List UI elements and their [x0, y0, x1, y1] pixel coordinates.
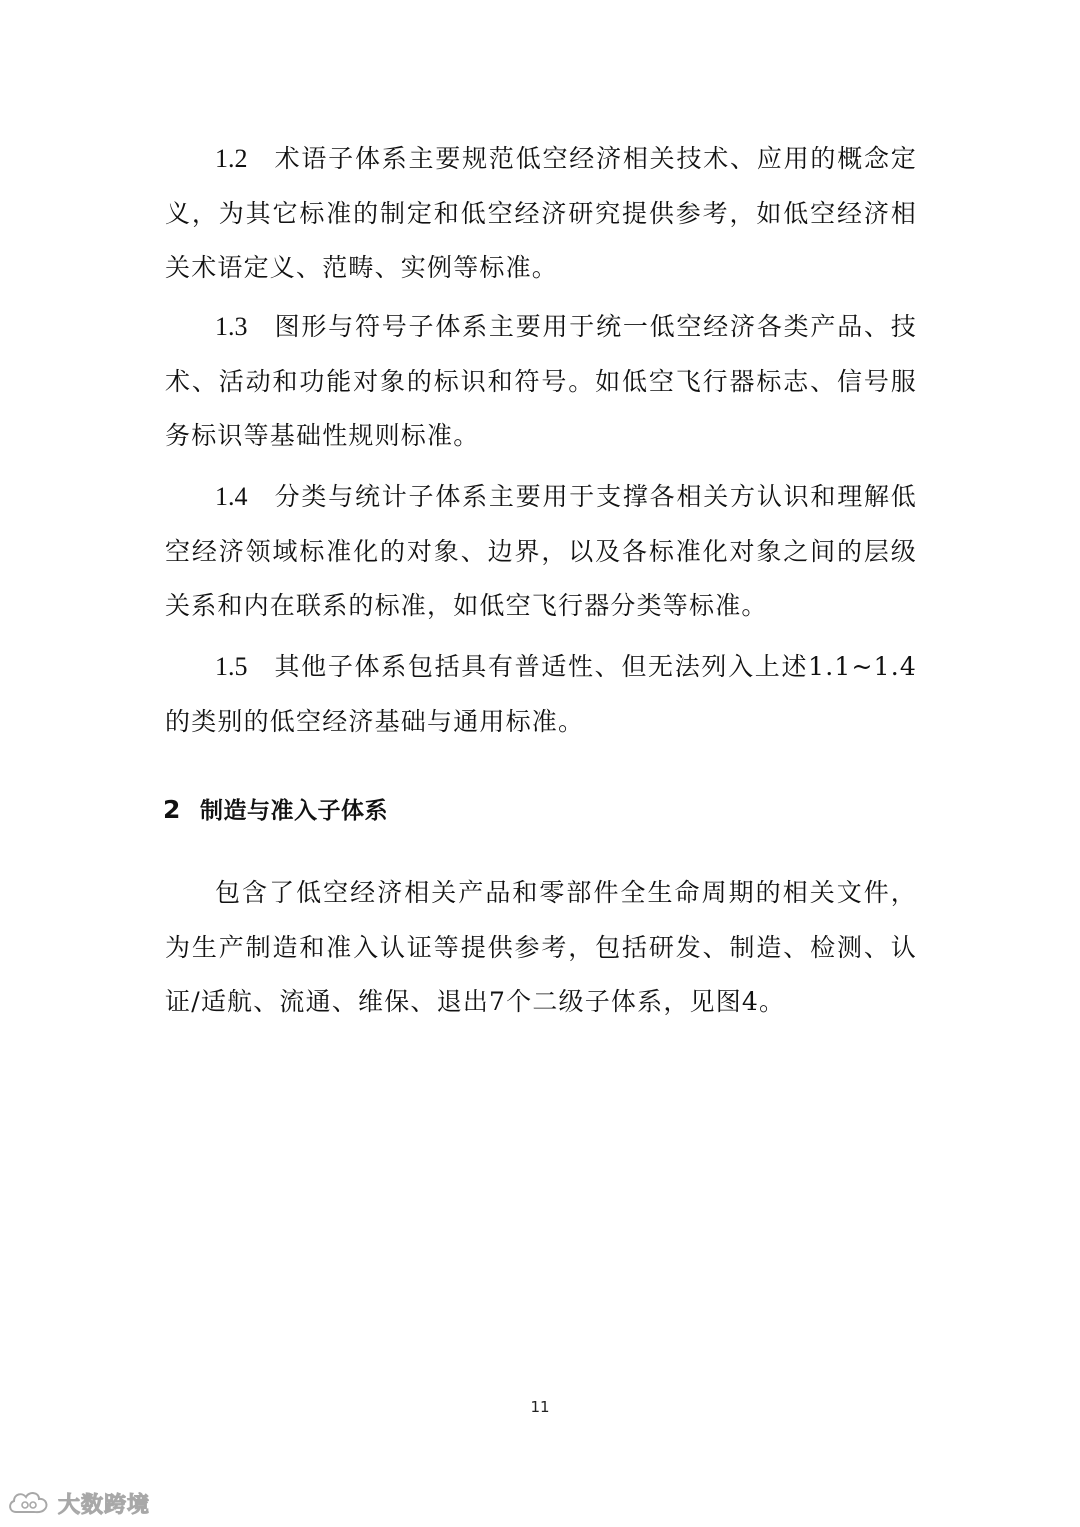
paragraph-1-2 [165, 132, 917, 296]
page-number: 11 [530, 1398, 550, 1416]
paragraph-text: 图形与符号子体系主要用于统一低空经济各类产品、技术、活动和功能对象的标识和符号。如低空飞行器标志、信号服务标识等基础性规则标准。 [165, 312, 917, 450]
section-heading [163, 790, 388, 831]
paragraph-number: 1.5 [215, 652, 248, 681]
paragraph-text: 其他子体系包括具有普适性、但无法列入上述1.1~1.4的类别的低空经济基础与通用标准。 [165, 652, 917, 736]
paragraph-1-4 [165, 470, 917, 634]
paragraph-1-3 [165, 300, 917, 464]
watermark-text: 大数跨境 [58, 1492, 151, 1518]
section-title: 制造与准入子体系 [200, 798, 388, 824]
cloud-logo-icon [6, 1488, 52, 1518]
paragraph-1-5 [165, 640, 917, 749]
watermark [6, 1486, 150, 1520]
paragraph-text: 分类与统计子体系主要用于支撑各相关方认识和理解低空经济领域标准化的对象、边界，以及各标准化对象之间的层级关系和内在联系的标准，如低空飞行器分类等标准。 [165, 482, 917, 620]
paragraph-number: 1.2 [215, 144, 248, 173]
paragraph-number: 1.3 [215, 312, 248, 341]
paragraph-text: 术语子体系主要规范低空经济相关技术、应用的概念定义，为其它标准的制定和低空经济研究提供参考，如低空经济相关术语定义、范畴、实例等标准。 [165, 144, 917, 282]
section-number: 2 [163, 795, 181, 824]
paragraph-number: 1.4 [215, 482, 248, 511]
section-body: 包含了低空经济相关产品和零部件全生命周期的相关文件，为生产制造和准入认证等提供参考，包括研发、制造、检测、认证/适航、流通、维保、退出7个二级子体系，见图4。 [165, 878, 917, 1016]
